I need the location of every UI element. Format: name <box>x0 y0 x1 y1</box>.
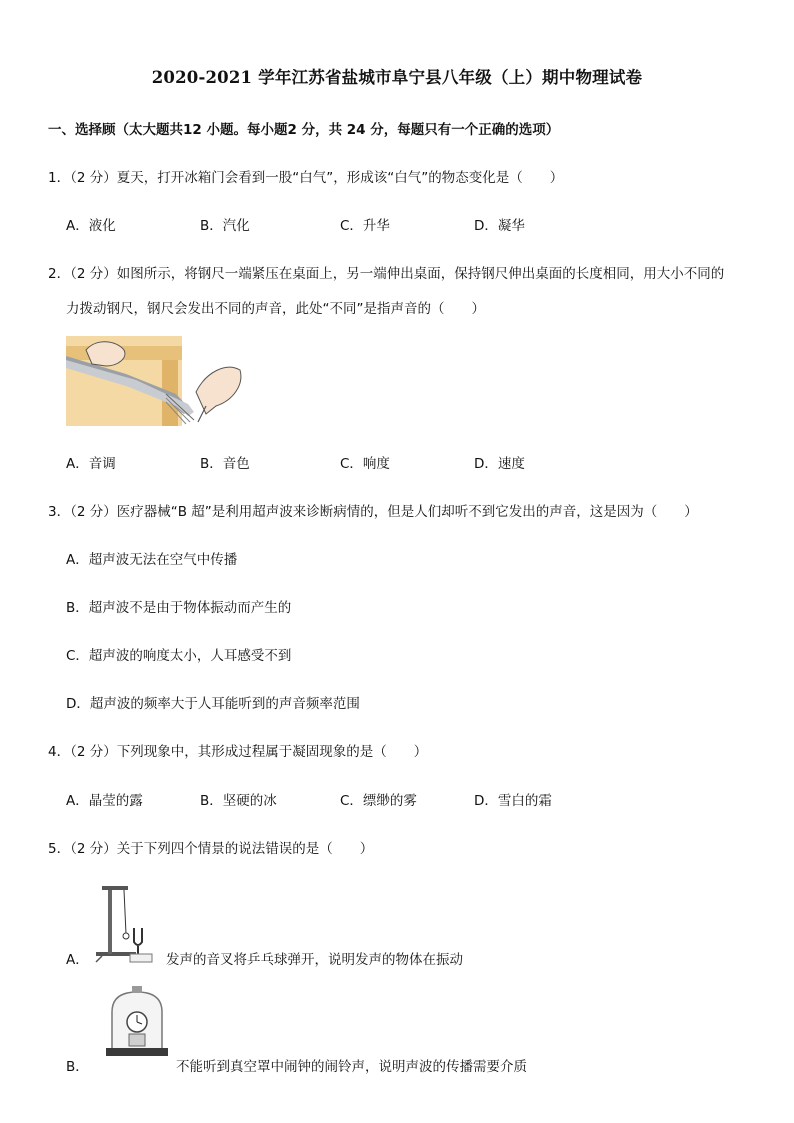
q2-option-b: B．音色 <box>200 456 250 472</box>
q3-option-c: C．超声波的响度太小，人耳感受不到 <box>66 648 292 664</box>
question-5-stem: 5．（2 分）关于下列四个情景的说法错误的是（ ） <box>48 841 374 857</box>
q3-option-d: D．超声波的频率大于人耳能听到的声音频率范围 <box>66 696 360 712</box>
page-title: 2020-2021 学年江苏省盐城市阜宁县八年级（上）期中物理试卷 <box>151 68 643 87</box>
q2-option-d: D．速度 <box>474 456 525 472</box>
q4-option-a: A．晶莹的露 <box>66 793 143 809</box>
q2-option-a: A．音调 <box>66 456 116 472</box>
question-2-stem-line2: 力拨动钢尺，钢尺会发出不同的声音，此处“不同”是指声音的（ ） <box>66 301 485 317</box>
q5-option-a-letter: A． <box>66 952 89 968</box>
question-1-stem: 1．（2 分）夏天，打开冰箱门会看到一股“白气”，形成该“白气”的物态变化是（ ） <box>48 170 564 186</box>
q2-option-c: C．响度 <box>340 456 390 472</box>
section-heading: 一、选择顾（太大题共12 小题。每小题2 分，共 24 分，每题只有一个正确的选项） <box>48 122 560 138</box>
q3-option-b: B．超声波不是由于物体振动而产生的 <box>66 600 292 616</box>
question-2-stem-line1: 2．（2 分）如图所示，将钢尺一端紧压在桌面上，另一端伸出桌面，保持钢尺伸出桌面的长度相同，用大小不同的 <box>48 266 725 282</box>
q3-option-a: A．超声波无法在空气中传播 <box>66 552 238 568</box>
q5-option-a-text: 发声的音叉将乒乓球弹开，说明发声的物体在振动 <box>166 952 463 968</box>
q1-option-c: C．升华 <box>340 218 390 234</box>
q1-option-b: B．汽化 <box>200 218 250 234</box>
q4-option-d: D．雪白的霜 <box>474 793 552 809</box>
q1-option-a: A．液化 <box>66 218 116 234</box>
question-3-stem: 3．（2 分）医疗器械“B 超”是利用超声波来诊断病情的，但是人们却听不到它发出的声音，这是因为（ ） <box>48 504 698 520</box>
question-4-stem: 4．（2 分）下列现象中，其形成过程属于凝固现象的是（ ） <box>48 744 428 760</box>
bell-jar-figure <box>104 986 170 1058</box>
q5-option-b-text: 不能听到真空罩中闹钟的闹铃声，说明声波的传播需要介质 <box>176 1059 527 1075</box>
q4-option-b: B．坚硬的冰 <box>200 793 277 809</box>
tuning-fork-figure <box>94 882 156 964</box>
ruler-table-figure <box>66 336 246 426</box>
q5-option-b-letter: B． <box>66 1059 89 1075</box>
q1-option-d: D．凝华 <box>474 218 525 234</box>
q4-option-c: C．缥缈的雾 <box>340 793 417 809</box>
